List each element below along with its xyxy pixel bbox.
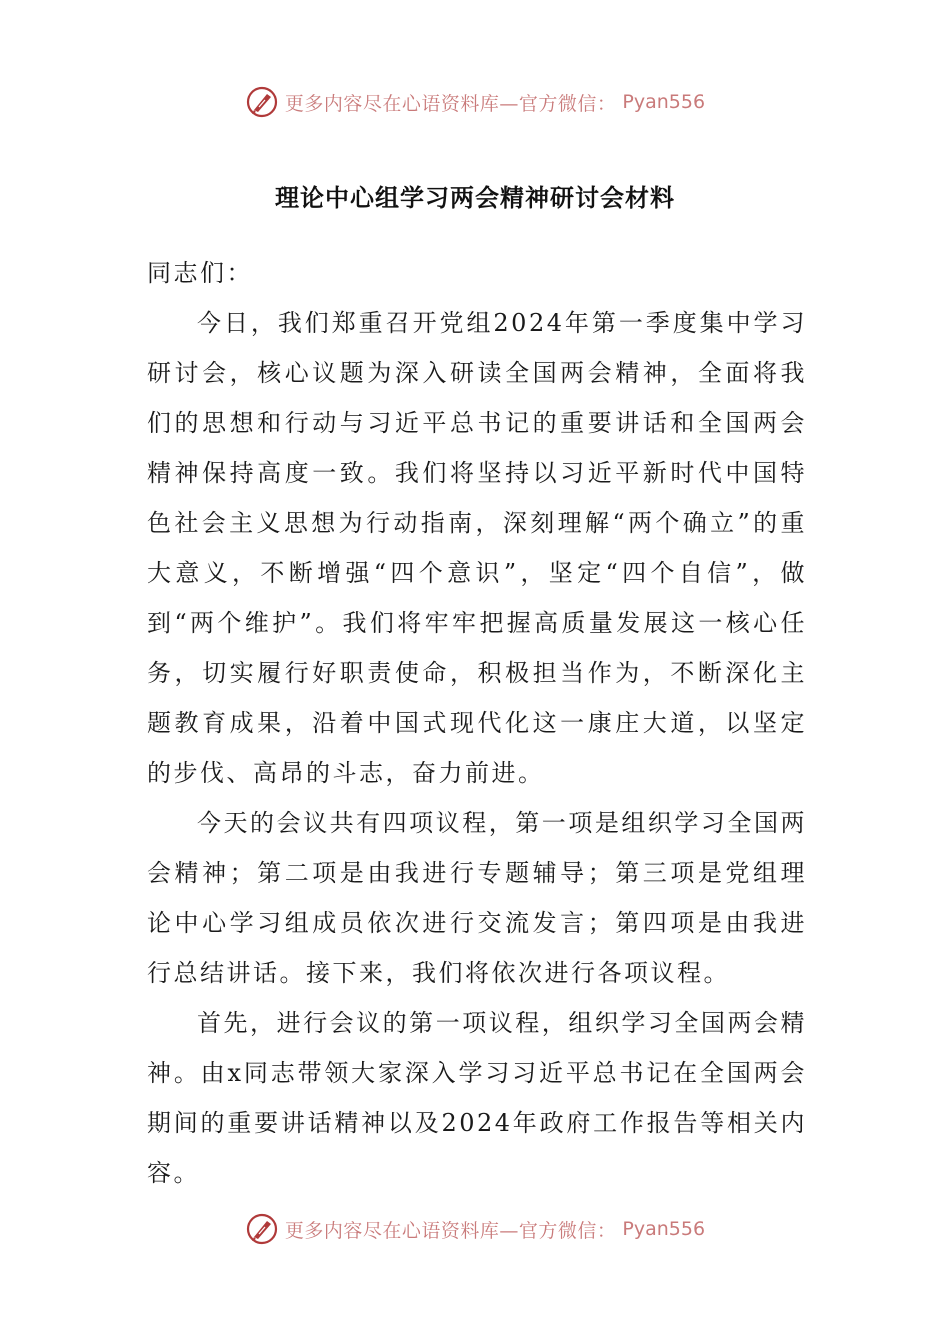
watermark-text: 更多内容尽在心语资料库—官方微信： bbox=[284, 92, 617, 115]
paragraph-2: 今天的会议共有四项议程，第一项是组织学习全国两会精神；第二项是由我进行专题辅导；第三项是党组理论中心学习组成员依次进行交流发言；第四项是由我进行总结讲话。接下来，我们将依次进行各项议程。 bbox=[147, 809, 807, 987]
header-watermark bbox=[0, 82, 950, 122]
document-title: 理论中心组学习两会精神研讨会材料 bbox=[275, 184, 675, 212]
pen-nib-logo-icon bbox=[245, 85, 279, 119]
paragraph-3: 首先，进行会议的第一项议程，组织学习全国两会精神。由x同志带领大家深入学习习近平总书记在全国两会期间的重要讲话精神以及2024年政府工作报告等相关内容。 bbox=[147, 1009, 807, 1187]
watermark-wechat-id: Pyan556 bbox=[622, 1218, 706, 1240]
salutation: 同志们： bbox=[147, 259, 253, 287]
paragraph-1: 今日，我们郑重召开党组2024年第一季度集中学习研讨会，核心议题为深入研读全国两会精神，全面将我们的思想和行动与习近平总书记的重要讲话和全国两会精神保持高度一致。我们将坚持以习近平新时代中国特色社会主义思想为行动指南，深刻理解“两个确立”的重大意义，不断增强“四个意识”，坚定“四个自信”，做到“两个维护”。我们将牢牢把握高质量发展这一核心任务，切实履行好职责使命，积极担当作为，不断深化主题教育成果，沿着中国式现代化这一康庄大道，以坚定的步伐、高昂的斗志，奋力前进。 bbox=[147, 309, 807, 787]
document-body bbox=[147, 248, 807, 1198]
footer-watermark bbox=[0, 1209, 950, 1249]
watermark-text: 更多内容尽在心语资料库—官方微信： bbox=[284, 1219, 617, 1242]
watermark-wechat-id: Pyan556 bbox=[622, 91, 706, 113]
pen-nib-logo-icon bbox=[245, 1212, 279, 1246]
